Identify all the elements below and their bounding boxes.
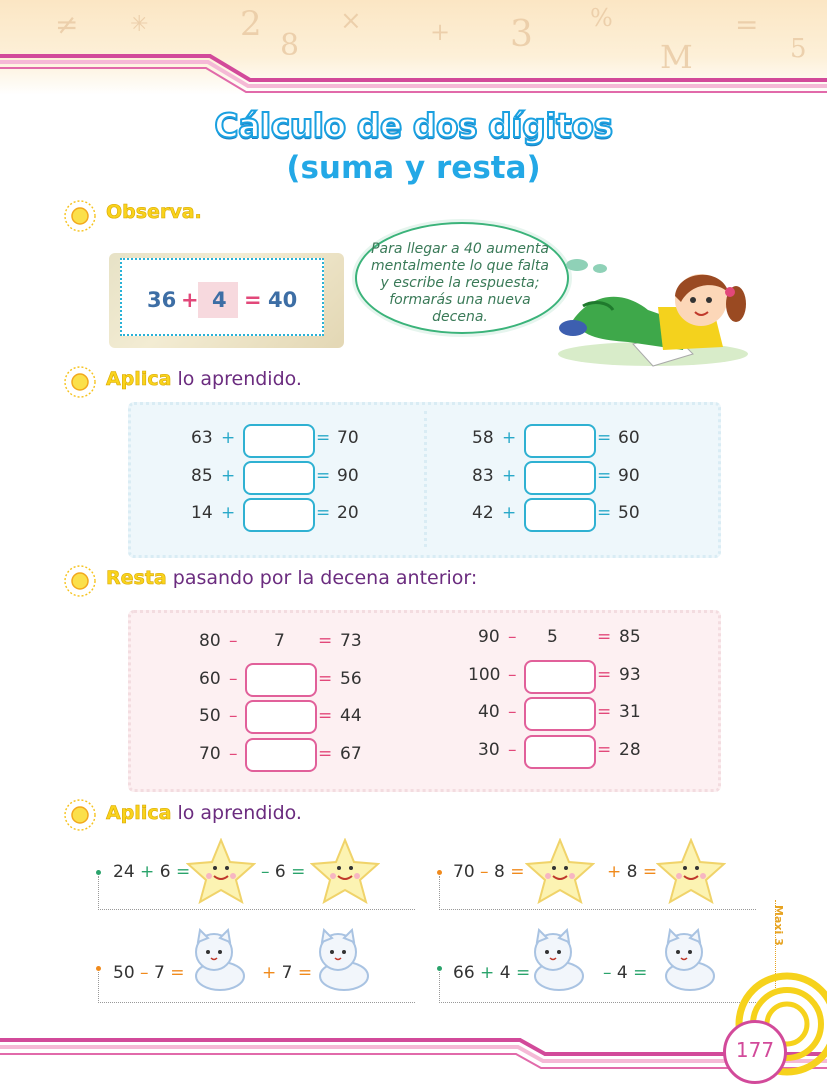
footer-band <box>0 1020 827 1083</box>
minus-sign: – <box>508 740 517 760</box>
subtrahend: 7 <box>274 631 285 651</box>
minus-sign: – <box>508 702 517 722</box>
result: 28 <box>619 740 641 760</box>
operator: + <box>607 862 622 882</box>
answer-box[interactable] <box>524 735 596 769</box>
sun-icon <box>62 364 98 400</box>
answer-box[interactable] <box>245 738 317 772</box>
result: 93 <box>619 665 641 685</box>
equals-sign: = <box>318 744 333 764</box>
answer-box[interactable] <box>243 461 315 495</box>
operator: – <box>603 963 612 983</box>
equals-sign: = <box>597 665 612 685</box>
addend: 14 <box>191 503 213 523</box>
operator: – <box>140 963 149 983</box>
example-result: 40 <box>268 288 298 312</box>
example-plus: + <box>181 288 199 312</box>
minus-sign: – <box>229 706 238 726</box>
equals-sign: = <box>597 740 612 760</box>
apply-keyword: Aplica <box>106 802 172 824</box>
result: 44 <box>340 706 362 726</box>
addend: 58 <box>472 428 494 448</box>
chain-exercise-second <box>607 862 657 882</box>
plus-sign: + <box>221 428 236 448</box>
equals-sign: = <box>642 862 658 882</box>
operator: – <box>480 862 489 882</box>
plus-sign: + <box>221 503 236 523</box>
book-label: Maxi 3 <box>772 905 785 946</box>
equals-sign: = <box>170 963 185 983</box>
subtrahend: 5 <box>547 627 558 647</box>
cat-answer-icon[interactable] <box>186 928 252 994</box>
equals-sign: = <box>316 466 331 486</box>
equals-sign: = <box>597 702 612 722</box>
result: 20 <box>337 503 359 523</box>
page-title: Cálculo de dos dígitos <box>214 106 613 145</box>
result: 60 <box>618 428 640 448</box>
sun-icon <box>62 797 98 833</box>
equals-sign: = <box>318 669 333 689</box>
observe-keyword: Observa. <box>106 201 202 223</box>
equals-sign: = <box>597 627 612 647</box>
result: 50 <box>618 503 640 523</box>
number: 24 <box>113 862 135 882</box>
cat-answer-icon[interactable] <box>310 928 376 994</box>
girl-reading-illustration <box>553 262 748 374</box>
minus-sign: – <box>508 627 517 647</box>
minuend: 100 <box>468 665 501 685</box>
equals-sign: = <box>510 862 525 882</box>
equals-sign: = <box>597 428 612 448</box>
equals-sign: = <box>633 963 648 983</box>
chain-exercise <box>113 862 190 882</box>
answer-box[interactable] <box>243 498 315 532</box>
chain-exercise <box>453 963 530 983</box>
number: 8 <box>493 862 505 882</box>
sun-icon <box>62 198 98 234</box>
bullet <box>96 870 101 875</box>
sun-icon <box>62 563 98 599</box>
equals-sign: = <box>318 631 333 651</box>
result: 85 <box>619 627 641 647</box>
number: 70 <box>453 862 475 882</box>
minuend: 50 <box>199 706 221 726</box>
equals-sign: = <box>597 466 612 486</box>
chain-exercise-second <box>603 963 647 983</box>
equals-sign: = <box>515 963 531 983</box>
minuend: 40 <box>478 702 500 722</box>
answer-box[interactable] <box>245 700 317 734</box>
minus-sign: – <box>508 665 517 685</box>
equals-sign: = <box>175 862 191 882</box>
observe-heading <box>106 201 202 223</box>
star-answer-icon[interactable] <box>525 838 595 904</box>
minuend: 90 <box>478 627 500 647</box>
cat-answer-icon[interactable] <box>525 928 591 994</box>
header-band <box>0 50 827 100</box>
addend: 42 <box>472 503 494 523</box>
equals-sign: = <box>318 706 333 726</box>
answer-box[interactable] <box>524 424 596 458</box>
bullet <box>437 966 442 971</box>
apply-heading-text: lo aprendido. <box>171 368 302 390</box>
number: 50 <box>113 963 135 983</box>
chain-exercise <box>453 862 524 882</box>
operator: + <box>262 963 277 983</box>
subtract-heading <box>106 567 477 589</box>
minus-sign: – <box>229 631 238 651</box>
minuend: 80 <box>199 631 221 651</box>
answer-box[interactable] <box>524 461 596 495</box>
header-background: ≠ ✳ 2 8 × + 3 % M = 5 <box>0 0 827 95</box>
subtract-heading-text: pasando por la decena anterior: <box>166 567 478 589</box>
operator: + <box>480 963 495 983</box>
star-answer-icon[interactable] <box>310 838 380 904</box>
number: 7 <box>281 963 293 983</box>
subtract-keyword: Resta <box>106 567 167 589</box>
apply-heading-2 <box>106 802 302 824</box>
result: 70 <box>337 428 359 448</box>
answer-box[interactable] <box>524 660 596 694</box>
number: 4 <box>616 963 628 983</box>
result: 67 <box>340 744 362 764</box>
number: 4 <box>499 963 511 983</box>
operator: + <box>140 862 155 882</box>
chain-exercise-second <box>261 862 305 882</box>
result: 90 <box>337 466 359 486</box>
star-answer-icon[interactable] <box>656 838 726 904</box>
example-addend-b: 4 <box>212 288 227 312</box>
apply-heading-text: lo aprendido. <box>171 802 302 824</box>
page-subtitle: (suma y resta) <box>286 150 541 186</box>
result: 73 <box>340 631 362 651</box>
answer-box[interactable] <box>524 498 596 532</box>
minus-sign: – <box>229 744 238 764</box>
addend: 85 <box>191 466 213 486</box>
chain-exercise <box>113 963 184 983</box>
answer-box[interactable] <box>245 663 317 697</box>
number: 6 <box>274 862 286 882</box>
answer-box[interactable] <box>243 424 315 458</box>
plus-sign: + <box>502 503 517 523</box>
answer-box[interactable] <box>524 697 596 731</box>
example-addend-a: 36 <box>147 288 177 312</box>
bullet <box>437 870 442 875</box>
bullet <box>96 966 101 971</box>
equals-sign: = <box>597 503 612 523</box>
operator: – <box>261 862 270 882</box>
apply-keyword: Aplica <box>106 368 172 390</box>
minus-sign: – <box>229 669 238 689</box>
thought-bubble-text: Para llegar a 40 aumenta mentalmente lo que falta y escribe la respuesta; formarás una nueva decena. <box>371 241 549 325</box>
plus-sign: + <box>502 466 517 486</box>
minuend: 30 <box>478 740 500 760</box>
example-equals: = <box>244 288 262 312</box>
equals-sign: = <box>291 862 306 882</box>
number: 6 <box>159 862 171 882</box>
plus-sign: + <box>221 466 236 486</box>
star-answer-icon[interactable] <box>186 838 256 904</box>
page-number: 177 <box>723 1020 787 1084</box>
minuend: 70 <box>199 744 221 764</box>
number: 7 <box>153 963 165 983</box>
cat-answer-icon[interactable] <box>656 928 722 994</box>
result: 90 <box>618 466 640 486</box>
number: 66 <box>453 963 475 983</box>
number: 8 <box>626 862 638 882</box>
chain-exercise-second <box>262 963 312 983</box>
apply-heading-1 <box>106 368 302 390</box>
addend: 63 <box>191 428 213 448</box>
addend: 83 <box>472 466 494 486</box>
equals-sign: = <box>316 503 331 523</box>
equals-sign: = <box>316 428 331 448</box>
plus-sign: + <box>502 428 517 448</box>
minuend: 60 <box>199 669 221 689</box>
equals-sign: = <box>297 963 313 983</box>
result: 56 <box>340 669 362 689</box>
result: 31 <box>619 702 641 722</box>
